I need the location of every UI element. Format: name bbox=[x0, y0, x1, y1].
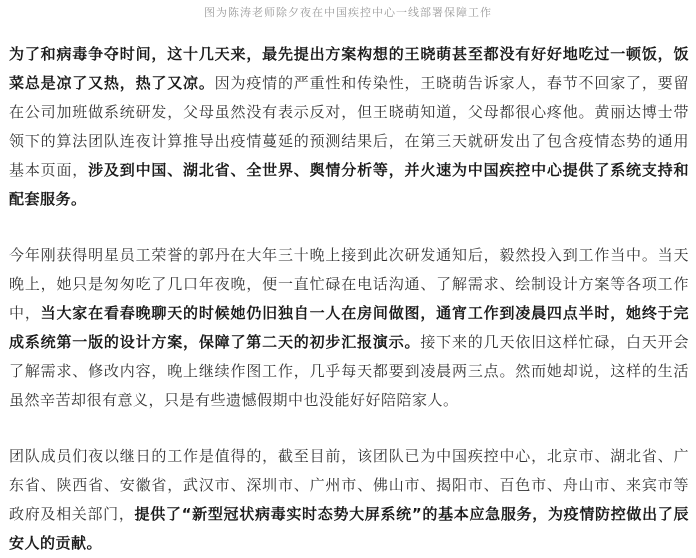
paragraph-1 bbox=[9, 40, 689, 214]
paragraph-3-body: 团队成员们夜以继日的工作是值得的，截至目前，该团队已为中国疾控中心，北京市、湖北省、广东省、陕西省、安徽省，武汉市、深圳市、广州市、佛山市、揭阳市、百色市、舟山市、来宾市等政府及相关部门， bbox=[9, 447, 689, 523]
paragraph-3-bold-closing: 提供了“新型冠状病毒实时态势大屏系统”的基本应急服务，为疫情防控做出了辰安人的贡献。 bbox=[9, 505, 689, 552]
paragraph-1-body: 因为疫情的严重性和传染性，王晓萌告诉家人，春节不回家了，要留在公司加班做系统研发，父母虽然没有表示反对，但王晓萌知道，父母都很心疼他。黄丽达博士带领下的算法团队连夜计算推导出疫情蔓延的预测结果后，在第三天就研发出了包含疫情态势的通用基本页面， bbox=[9, 74, 689, 179]
paragraph-2-body-end: 接下来的几天依旧这样忙碌，白天开会了解需求、修改内容，晚上继续作图工作，几乎每天都要到凌晨两三点。然而她却说，这样的生活虽然辛苦却很有意义，只是有些遗憾假期中也没能好好陪陪家人。 bbox=[9, 333, 689, 409]
paragraph-1-bold-intro: 为了和病毒争夺时间，这十几天来，最先提出方案构想的王晓萌甚至都没有好好地吃过一顿饭，饭菜总是凉了又热，热了又凉。 bbox=[9, 45, 689, 92]
image-caption: 图为陈涛老师除夕夜在中国疾控中心一线部署保障工作 bbox=[204, 6, 492, 19]
paragraph-3 bbox=[9, 442, 689, 558]
paragraph-2-body-start: 今年刚获得明星员工荣誉的郭丹在大年三十晚上接到此次研发通知后，毅然投入到工作当中。当天晚上，她只是匆匆吃了几口年夜晚，便一直忙碌在电话沟通、了解需求、绘制设计方案等各项工作中， bbox=[9, 246, 689, 322]
paragraph-2-bold-highlight: 当大家在看春晚聊天的时候她仍旧独自一人在房间做图，通宵工作到凌晨四点半时，她终于完成系统第一版的设计方案，保障了第二天的初步汇报演示。 bbox=[9, 304, 689, 351]
paragraph-2 bbox=[9, 241, 689, 415]
paragraph-1-bold-closing: 涉及到中国、湖北省、全世界、舆情分析等，并火速为中国疾控中心提供了系统支持和配套服务。 bbox=[9, 161, 689, 208]
